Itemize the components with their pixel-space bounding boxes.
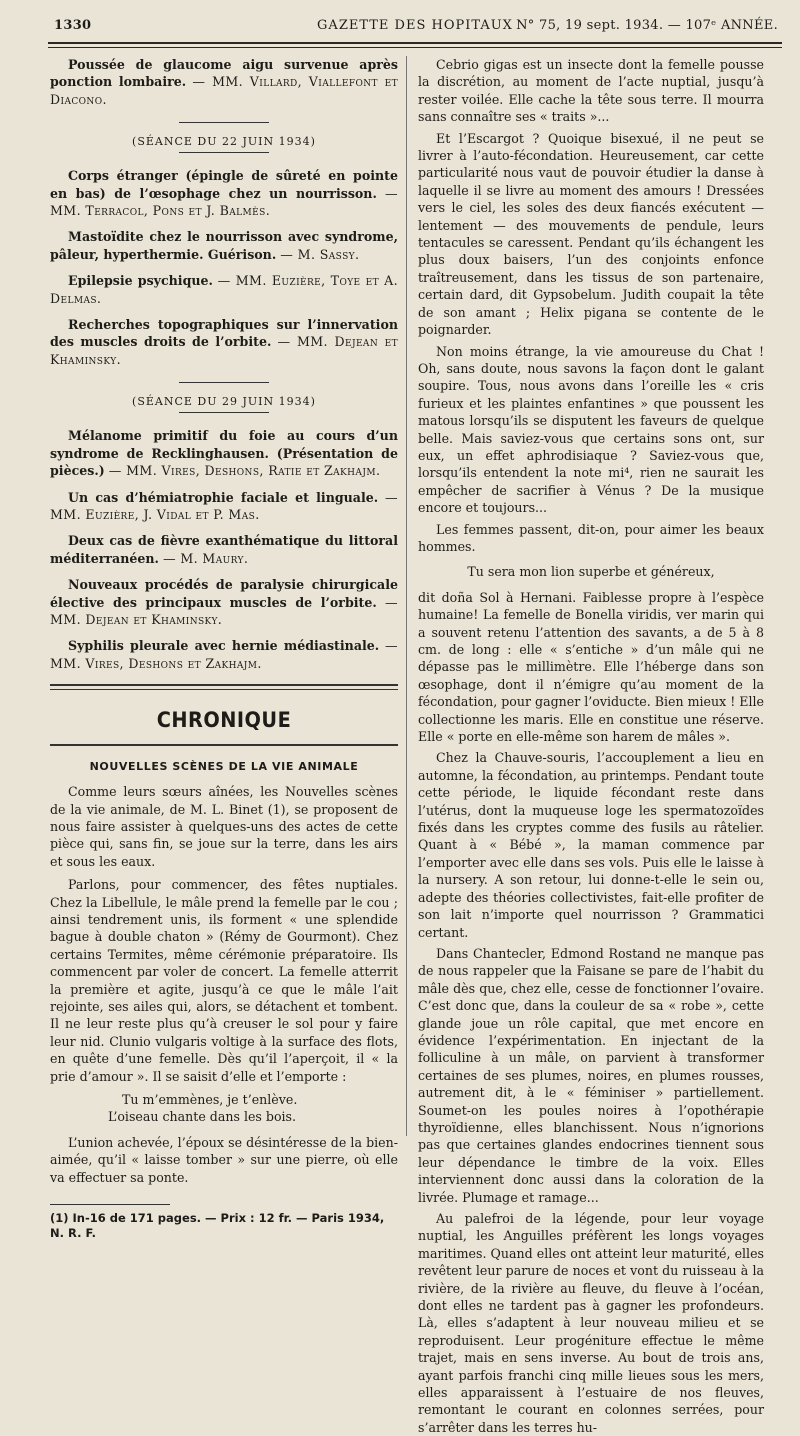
entry-title: Mastoïdite chez le nourrisson avec syndrome, pâleur, hyperthermie. Guérison. — [50, 229, 398, 262]
communication-entry — [50, 167, 398, 219]
communication-entry — [50, 228, 398, 263]
entry-authors: — MM. Euzière, Toye et A. Delmas. — [50, 273, 398, 306]
header-rule — [48, 42, 782, 44]
article-title: NOUVELLES SCÈNES DE LA VIE ANIMALE — [89, 760, 359, 774]
section-rule-thin — [50, 689, 398, 690]
section-divider — [179, 152, 269, 153]
entry-title: Poussée de glaucome aigu survenue après ponction lombaire. — [50, 57, 398, 90]
article-paragraph: Non moins étrange, la vie amoureuse du Chat ! Oh, sans doute, nous savons la façon dont le galant soupire. Tous, nous avons dans l’oreille les « cris furieux et les plaintes enfantines » que poussent les matous lorsqu’ils se disputent les faveurs de quelque belle. Mais saviez-vous que certains sons ont, sur eux, un effet aphrodisiaque ? Saviez-vous que, lorsqu’ils entendent la note mi⁴, rien ne saurait les empêcher de sacrifier à Vénus ? De la musique encore et toujours... — [418, 343, 764, 516]
entry-authors: — MM. Dejean et Khaminsky. — [50, 334, 398, 367]
entry-authors: — MM. Villard, Viallefont et Diacono. — [50, 74, 398, 107]
right-column — [418, 56, 764, 1436]
journal-title: GAZETTE DES HOPITAUX — [317, 18, 513, 33]
article-paragraph: Et l’Escargot ? Quoique bisexué, il ne peut se livrer à l’auto-fécondation. Heureusement, car cette particularité nous vaut de pouvoir étudier la danse à laquelle il se livre au moment des amours ! Dressées vers le ciel, les soles des deux fiancés exécutent — lentement — des mouvements de pendule, leurs tentacules se caressent. Pendant qu’ils échangent les plus doux baisers, l’un des conjoints enfonce traîtreusement, dans les tissus de son partenaire, certain dard, dit Gypsobelum. Judith coupait la tête de son amant ; Helix pigana se contente de le poignarder. — [418, 130, 764, 338]
session-heading: (SÉANCE DU 29 JUIN 1934) — [132, 395, 316, 409]
entry-title: Nouveaux procédés de paralysie chirurgicale élective des principaux muscles de l’orbite. — [50, 577, 398, 610]
footnote: (1) In-16 de 171 pages. — Prix : 12 fr. — Paris 1934, N. R. F. — [50, 1211, 385, 1241]
entry-authors: — MM. Terracol, Pons et J. Balmès. — [50, 185, 398, 219]
verse-line: L’oiseau chante dans les bois. — [108, 1109, 297, 1125]
article-paragraph: Au palefroi de la légende, pour leur voyage nuptial, les Anguilles préfèrent les longs voyages maritimes. Quand elles ont atteint leur maturité, elles revêtent leur parure de noces et vont du ruisseau à la rivière, de la rivière au fleuve, du fleuve à l’océan, dont elles ne tardent pas à gagner les profondeurs. Là, elles s’adaptent à leur nouveau milieu et se reproduisent. Leur progéniture effectue le même trajet, mais en sens inverse. Au bout de trois ans, ayant parfois franchi cinq mille lieues sous les mers, elles apparaissent à l’estuaire de nos fleuves, remontant le courant en colonnes serrées, pour s’arrêter dans les terres hu- — [418, 1211, 764, 1435]
entry-authors: — M. Sassy. — [280, 246, 360, 262]
page-number: 1330 — [54, 18, 92, 33]
communication-entry — [50, 532, 398, 567]
section-divider — [179, 382, 269, 383]
communication-entry — [50, 637, 398, 672]
left-column — [50, 56, 398, 1241]
article-paragraph: Cebrio gigas est un insecte dont la femelle pousse la discrétion, au moment de l’acte nuptial, jusqu’à rester voilée. Elle cache la tête sous terre. Il mourra sans connaître ses « traits »... — [418, 57, 764, 125]
entry-authors: — MM. Dejean et Khaminsky. — [50, 594, 398, 627]
section-divider — [179, 412, 269, 413]
section-rule — [50, 744, 398, 746]
article-paragraph: Dans Chantecler, Edmond Rostand ne manque pas de nous rappeler que la Faisane se pare de l’habit du mâle dès que, chez elle, cesse de fonctionner l’ovaire. C’est donc que, dans la couleur de sa « robe », cette glande joue un rôle capital, que met encore en évidence l’expérimentation. En injectant de la folliculine à un mâle, on parvient à transformer certaines de ses plumes, noires, en plumes rousses, autrement dit, à le « féminiser » partiellement. Soumet-on les poules noires à l’opothérapie thyroïdienne, elles blanchissent. Nous n’ignorions pas que certaines glandes endocrines tiennent sous leur dépendance le timbre de la voix. Elles interviennent donc aussi dans la coloration de la livrée. Plumage et ramage... — [418, 945, 764, 1205]
communication-entry — [50, 272, 398, 307]
entry-title: Mélanome primitif du foie au cours d’un syndrome de Recklinghausen. (Présentation de pièces.) — [50, 428, 398, 479]
article-paragraph: dit doña Sol à Hernani. Faiblesse propre à l’espèce humaine! La femelle de Bonella viridis, ver marin qui a souvent retenu l’attention des savants, a de 5 à 8 cm. de long : elle « s’entiche » d’un mâle qui ne dépasse pas le millimètre. Elle l’héberge dans son œsophage, dont il n’émigre qu’au moment de la fécondation, pour gagner l’oviducte. Bien mieux ! Elle collectionne les maris. Elle en constitue une réserve. Elle « porte en elle-même son harem de mâles ». — [418, 589, 764, 745]
verse-line: Tu sera mon lion superbe et généreux, — [467, 564, 715, 580]
issue-info: N° 75, 19 sept. 1934. — 107ᵉ ANNÉE. — [516, 18, 778, 33]
entry-title: Corps étranger (épingle de sûreté en pointe en bas) de l’œsophage chez un nourrisson. — [50, 168, 398, 201]
article-paragraph: Comme leurs sœurs aînées, les Nouvelles scènes de la vie animale, de M. L. Binet (1), se proposent de nous faire assister à quelques-uns des actes de cette pièce qui, sans fin, se joue sur la terre, dans les airs et sous les eaux. — [50, 784, 398, 869]
article-paragraph: Parlons, pour commencer, des fêtes nuptiales. Chez la Libellule, le mâle prend la femelle par le cou ; ainsi tendrement unis, ils forment « une splendide bague à double chaton » (Rémy de Gourmont). Chez certains Termites, même cérémonie préparatoire. Ils commencent par voler de concert. La femelle atterrit la première et agite, jusqu’à ce que le mâle l’ait rejointe, ses ailes qui, alors, se détachent et tombent. Il ne leur reste plus qu’à creuser le sol pour y faire leur nid. Clunio vulgaris voltige à la surface des flots, en quête d’une femelle. Dès qu’il l’aperçoit, il « la prie d’amour ». Il se saisit d’elle et l’emporte : — [50, 877, 398, 1084]
entry-title: Deux cas de fièvre exanthématique du littoral méditerranéen. — [50, 533, 398, 566]
section-divider — [179, 122, 269, 123]
communication-entry — [50, 56, 398, 108]
entry-authors: — MM. Vires, Deshons et Zakhajm. — [50, 638, 398, 671]
verse-line: Tu m’emmènes, je t’enlève. — [122, 1092, 298, 1108]
entry-title: Epilepsie psychique. — [68, 273, 213, 289]
communication-entry — [50, 427, 398, 479]
chronique-heading: CHRONIQUE — [156, 708, 292, 733]
communication-entry — [50, 576, 398, 628]
column-separator — [406, 56, 407, 1136]
entry-title: Recherches topographiques sur l’innervation des muscles droits de l’orbite. — [50, 317, 398, 350]
entry-authors: — MM. Euzière, J. Vidal et P. Mas. — [50, 489, 398, 522]
article-paragraph: Les femmes passent, dit-on, pour aimer les beaux hommes. — [418, 521, 764, 554]
running-header — [48, 16, 782, 38]
section-rule — [50, 684, 398, 686]
verse-block — [108, 1091, 398, 1126]
communication-entry — [50, 316, 398, 368]
article-paragraph: L’union achevée, l’époux se désintéresse de la bien-aimée, qu’il « laisse tomber » sur une pierre, où elle va effectuer sa ponte. — [50, 1134, 398, 1185]
article-paragraph: Chez la Chauve-souris, l’accouplement a lieu en automne, la fécondation, au printemps. Pendant toute cette période, le liquide fécondant reste dans l’utérus, dont la muqueuse loge les spermatozoïdes fixés dans les cryptes comme des fusils au râtelier. Quant à « Bébé », la maman commence par l’emporter avec elle dans ses vols. Puis elle le laisse à la nursery. A son retour, lui donne-t-elle le sein ou, adepte des théories collectivistes, fait-elle profiter de son lait n’importe quel nourrisson ? Grammatici certant. — [418, 750, 764, 940]
entry-title: Syphilis pleurale avec hernie médiastinale. — [68, 638, 380, 654]
footnote-rule — [50, 1204, 170, 1205]
entry-title: Un cas d’hémiatrophie faciale et linguale. — [68, 489, 379, 505]
session-entries — [50, 427, 398, 672]
session-heading: (SÉANCE DU 22 JUIN 1934) — [132, 135, 316, 149]
entry-authors: — MM. Vires, Deshons, Ratie et Zakhajm. — [108, 463, 381, 479]
entry-authors: — M. Maury. — [162, 550, 249, 566]
communication-entry — [50, 489, 398, 524]
header-rule-thin — [48, 47, 782, 48]
session-entries — [50, 167, 398, 368]
